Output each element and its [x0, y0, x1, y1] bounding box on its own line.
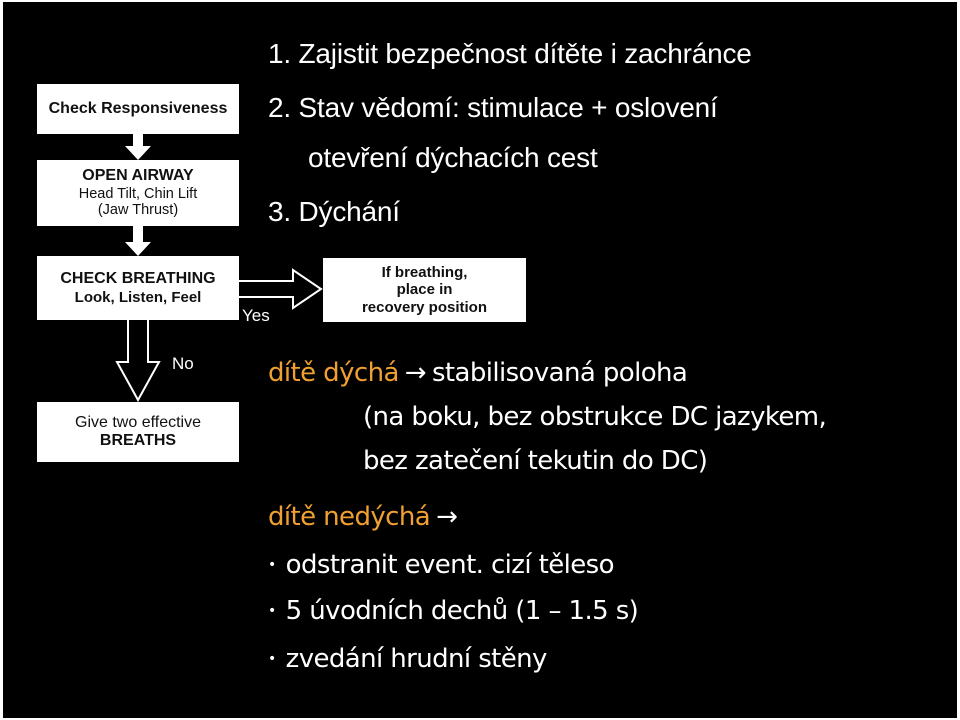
down-arrow-2 [125, 226, 151, 256]
bullet-icon: • [268, 557, 276, 573]
check-breathing-line2: Look, Listen, Feel [74, 288, 202, 306]
not-breathing-line [268, 502, 463, 532]
give-breaths-box [37, 402, 239, 462]
check-responsiveness-text: Check Responsiveness [48, 99, 228, 117]
check-responsiveness-box [37, 84, 239, 134]
breathes-result: stabilisovaná poloha [431, 358, 688, 388]
breathes-detail-2: bez zatečení tekutin do DC) [363, 446, 708, 476]
recovery-line2: place in [396, 281, 453, 299]
down-arrow-1 [125, 134, 151, 160]
give-breaths-line2: BREATHS [99, 432, 177, 449]
step-1: 1. Zajistit bezpečnost dítěte i zachránce [268, 38, 752, 69]
bullet-icon: • [268, 603, 276, 619]
open-airway-line3: (Jaw Thrust) [97, 202, 179, 219]
recovery-line1: If breathing, [381, 264, 468, 282]
check-breathing-title: CHECK BREATHING [60, 270, 216, 288]
bullet-icon: • [268, 651, 276, 667]
bullet-text: zvedání hrudní stěny [285, 644, 547, 674]
yes-arrow [239, 270, 321, 308]
open-airway-line2: Head Tilt, Chin Lift [78, 185, 198, 202]
give-breaths-line1: Give two effective [75, 413, 201, 431]
bullet-text: 5 úvodních dechů (1 – 1.5 s) [285, 596, 639, 626]
bullet-item [268, 550, 614, 580]
step-2-continuation: otevření dýchacích cest [308, 142, 598, 173]
bullet-text: odstranit event. cizí těleso [285, 550, 614, 580]
no-arrow [117, 320, 159, 400]
step-2: 2. Stav vědomí: stimulace + oslovení [268, 92, 718, 123]
recovery-position-box [323, 258, 526, 322]
step-3: 3. Dýchání [268, 196, 400, 227]
recovery-line3: recovery position [361, 298, 488, 316]
right-arrow-icon: → [436, 502, 458, 532]
open-airway-title: OPEN AIRWAY [82, 167, 194, 185]
bullet-item [268, 596, 638, 626]
breathes-label: dítě dýchá [268, 358, 399, 388]
yes-label: Yes [242, 306, 270, 325]
breathes-detail-1: (na boku, bez obstrukce DC jazykem, [363, 402, 827, 432]
bullet-item [268, 644, 547, 674]
breathes-line [268, 358, 687, 388]
no-label: No [172, 354, 194, 373]
not-breathing-label: dítě nedýchá [268, 502, 431, 532]
check-breathing-box [37, 256, 239, 320]
right-arrow-icon: → [404, 358, 426, 388]
open-airway-box [37, 160, 239, 226]
slide [3, 2, 957, 718]
